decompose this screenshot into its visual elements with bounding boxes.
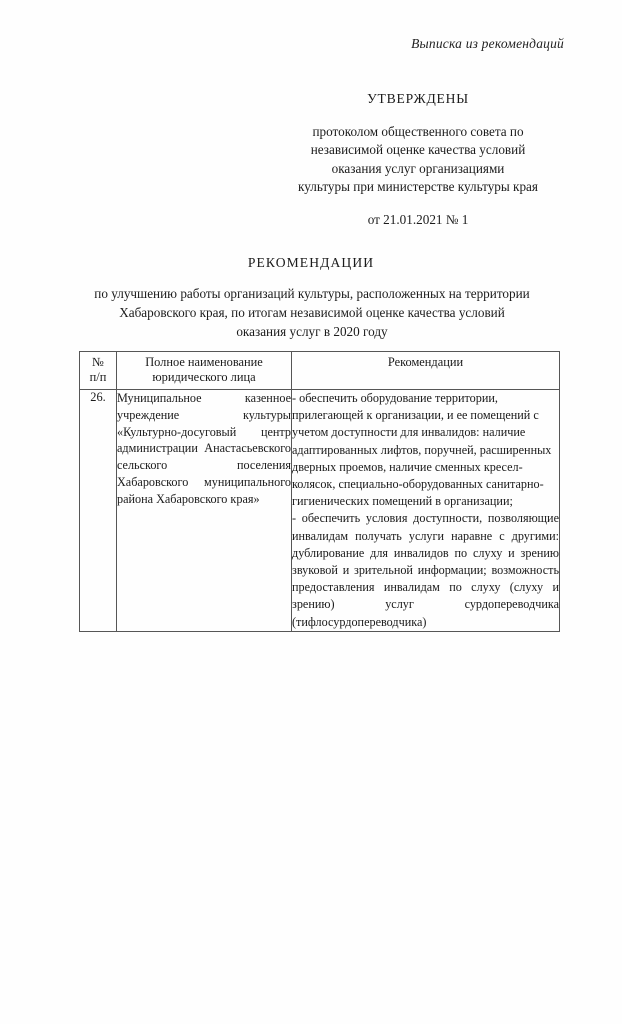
running-header: Выписка из рекомендаций (411, 36, 564, 51)
header-name-line1: Полное наименование (145, 355, 263, 369)
subtitle-line: Хабаровского края, по итогам независимой оценке качества условий (119, 305, 505, 320)
approval-line: оказания услуг организациями (331, 160, 505, 176)
approval-lines (258, 123, 578, 197)
approval-block (258, 90, 578, 229)
row-number: 26. (80, 390, 117, 632)
recommendations-table (79, 351, 560, 632)
approval-line: культуры при министерстве культуры края (298, 179, 538, 194)
subtitle-line: оказания услуг в 2020 году (236, 324, 388, 339)
table-row (80, 390, 560, 632)
document-subtitle (62, 284, 562, 341)
page-title: РЕКОМЕНДАЦИИ (247, 255, 375, 270)
approval-line: независимой оценке качества условий (310, 142, 526, 157)
approval-line: протоколом общественного совета по (312, 123, 524, 139)
approval-title: УТВЕРЖДЕНЫ (367, 91, 469, 106)
table-header-row (80, 352, 560, 390)
table-header-recommendations (292, 352, 560, 390)
header-number-line1: № (92, 355, 104, 369)
table-header-name (117, 352, 292, 390)
row-organization-name: Муниципальное казенное учреждение культуры «Культурно-досуговый центр администрации Анастасьевского сельского поселения Хабаровского муниципального района Хабаровского края» (117, 390, 292, 632)
recommendation-item: - обеспечить условия доступности, позволяющие инвалидам получать услуги наравне с другими: дублирование для инвалидов по слуху и зрению звуковой и зрительной информации; возможность предоставления инвалидам по слуху (слуху и зрению) услуг сурдопереводчика (тифлосурдопереводчика) (292, 511, 559, 629)
subtitle-line: по улучшению работы организаций культуры, расположенных на территории (94, 286, 530, 301)
header-name-line2: юридического лица (152, 370, 256, 384)
header-rec-label: Рекомендации (387, 355, 464, 369)
table-header-number (80, 352, 117, 390)
row-recommendations (292, 390, 560, 632)
approval-date: от 21.01.2021 № 1 (367, 211, 469, 227)
header-number-line2: п/п (89, 370, 107, 384)
recommendation-item: - обеспечить оборудование территории, прилегающей к организации, и ее помещений с учетом доступности для инвалидов: наличие адаптированных лифтов, поручней, расширенных дверных проемов, наличие сменных кресел-колясок, специально-оборудованных санитарно-гигиенических помещений в организации; (292, 391, 552, 509)
